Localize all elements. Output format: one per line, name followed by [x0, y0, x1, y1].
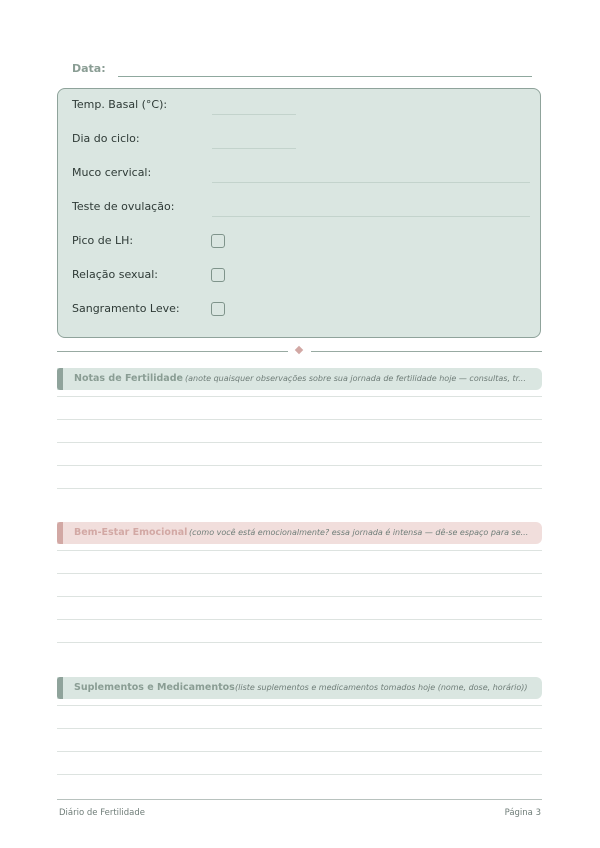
note-line[interactable]: [57, 728, 542, 729]
emotional-wellbeing-header: [57, 522, 542, 544]
cycle-day-input-line[interactable]: [212, 148, 296, 149]
note-line[interactable]: [57, 774, 542, 775]
divider-right: [311, 351, 542, 352]
mucus-input-line[interactable]: [212, 182, 530, 183]
ovulation-test-label: Teste de ovulação:: [72, 200, 175, 213]
note-line[interactable]: [57, 396, 542, 397]
note-line[interactable]: [57, 596, 542, 597]
note-line[interactable]: [57, 751, 542, 752]
fertility-notes-title: Notas de Fertilidade: [74, 373, 183, 384]
ovulation-test-input-line[interactable]: [212, 216, 530, 217]
date-row: [72, 62, 532, 80]
diamond-ornament-icon: [295, 346, 303, 354]
page-number: Página 3: [504, 808, 541, 818]
section-accent-bar: [57, 677, 63, 699]
cycle-day-label: Dia do ciclo:: [72, 132, 140, 145]
daily-tracking-panel: [57, 88, 541, 338]
note-line[interactable]: [57, 465, 542, 466]
temp-label: Temp. Basal (°C):: [72, 98, 168, 111]
supplements-hint: (liste suplementos e medicamentos tomados hoje (nome, dose, horário)): [235, 683, 528, 692]
fertility-notes-hint: (anote quaisquer observações sobre sua jornada de fertilidade hoje — consultas, tr...: [185, 374, 526, 383]
footer-title: Diário de Fertilidade: [59, 808, 145, 818]
emotional-wellbeing-hint: (como você está emocionalmente? essa jornada é intensa — dê-se espaço para se...: [189, 528, 529, 537]
lh-peak-checkbox[interactable]: [211, 234, 225, 248]
spotting-checkbox[interactable]: [211, 302, 225, 316]
divider-left: [57, 351, 288, 352]
date-label: Data:: [72, 62, 106, 75]
footer-divider: [57, 799, 542, 800]
date-input-line[interactable]: [118, 76, 532, 77]
intercourse-label: Relação sexual:: [72, 268, 159, 281]
section-accent-bar: [57, 522, 63, 544]
intercourse-checkbox[interactable]: [211, 268, 225, 282]
note-line[interactable]: [57, 419, 542, 420]
supplements-title: Suplementos e Medicamentos: [74, 682, 235, 693]
note-line[interactable]: [57, 550, 542, 551]
note-line[interactable]: [57, 573, 542, 574]
note-line[interactable]: [57, 619, 542, 620]
emotional-wellbeing-title: Bem-Estar Emocional: [74, 527, 188, 538]
section-accent-bar: [57, 368, 63, 390]
supplements-header: [57, 677, 542, 699]
lh-peak-label: Pico de LH:: [72, 234, 134, 247]
note-line[interactable]: [57, 642, 542, 643]
mucus-label: Muco cervical:: [72, 166, 152, 179]
temp-input-line[interactable]: [212, 114, 296, 115]
note-line[interactable]: [57, 705, 542, 706]
spotting-label: Sangramento Leve:: [72, 302, 180, 315]
fertility-notes-header: [57, 368, 542, 390]
note-line[interactable]: [57, 488, 542, 489]
note-line[interactable]: [57, 442, 542, 443]
